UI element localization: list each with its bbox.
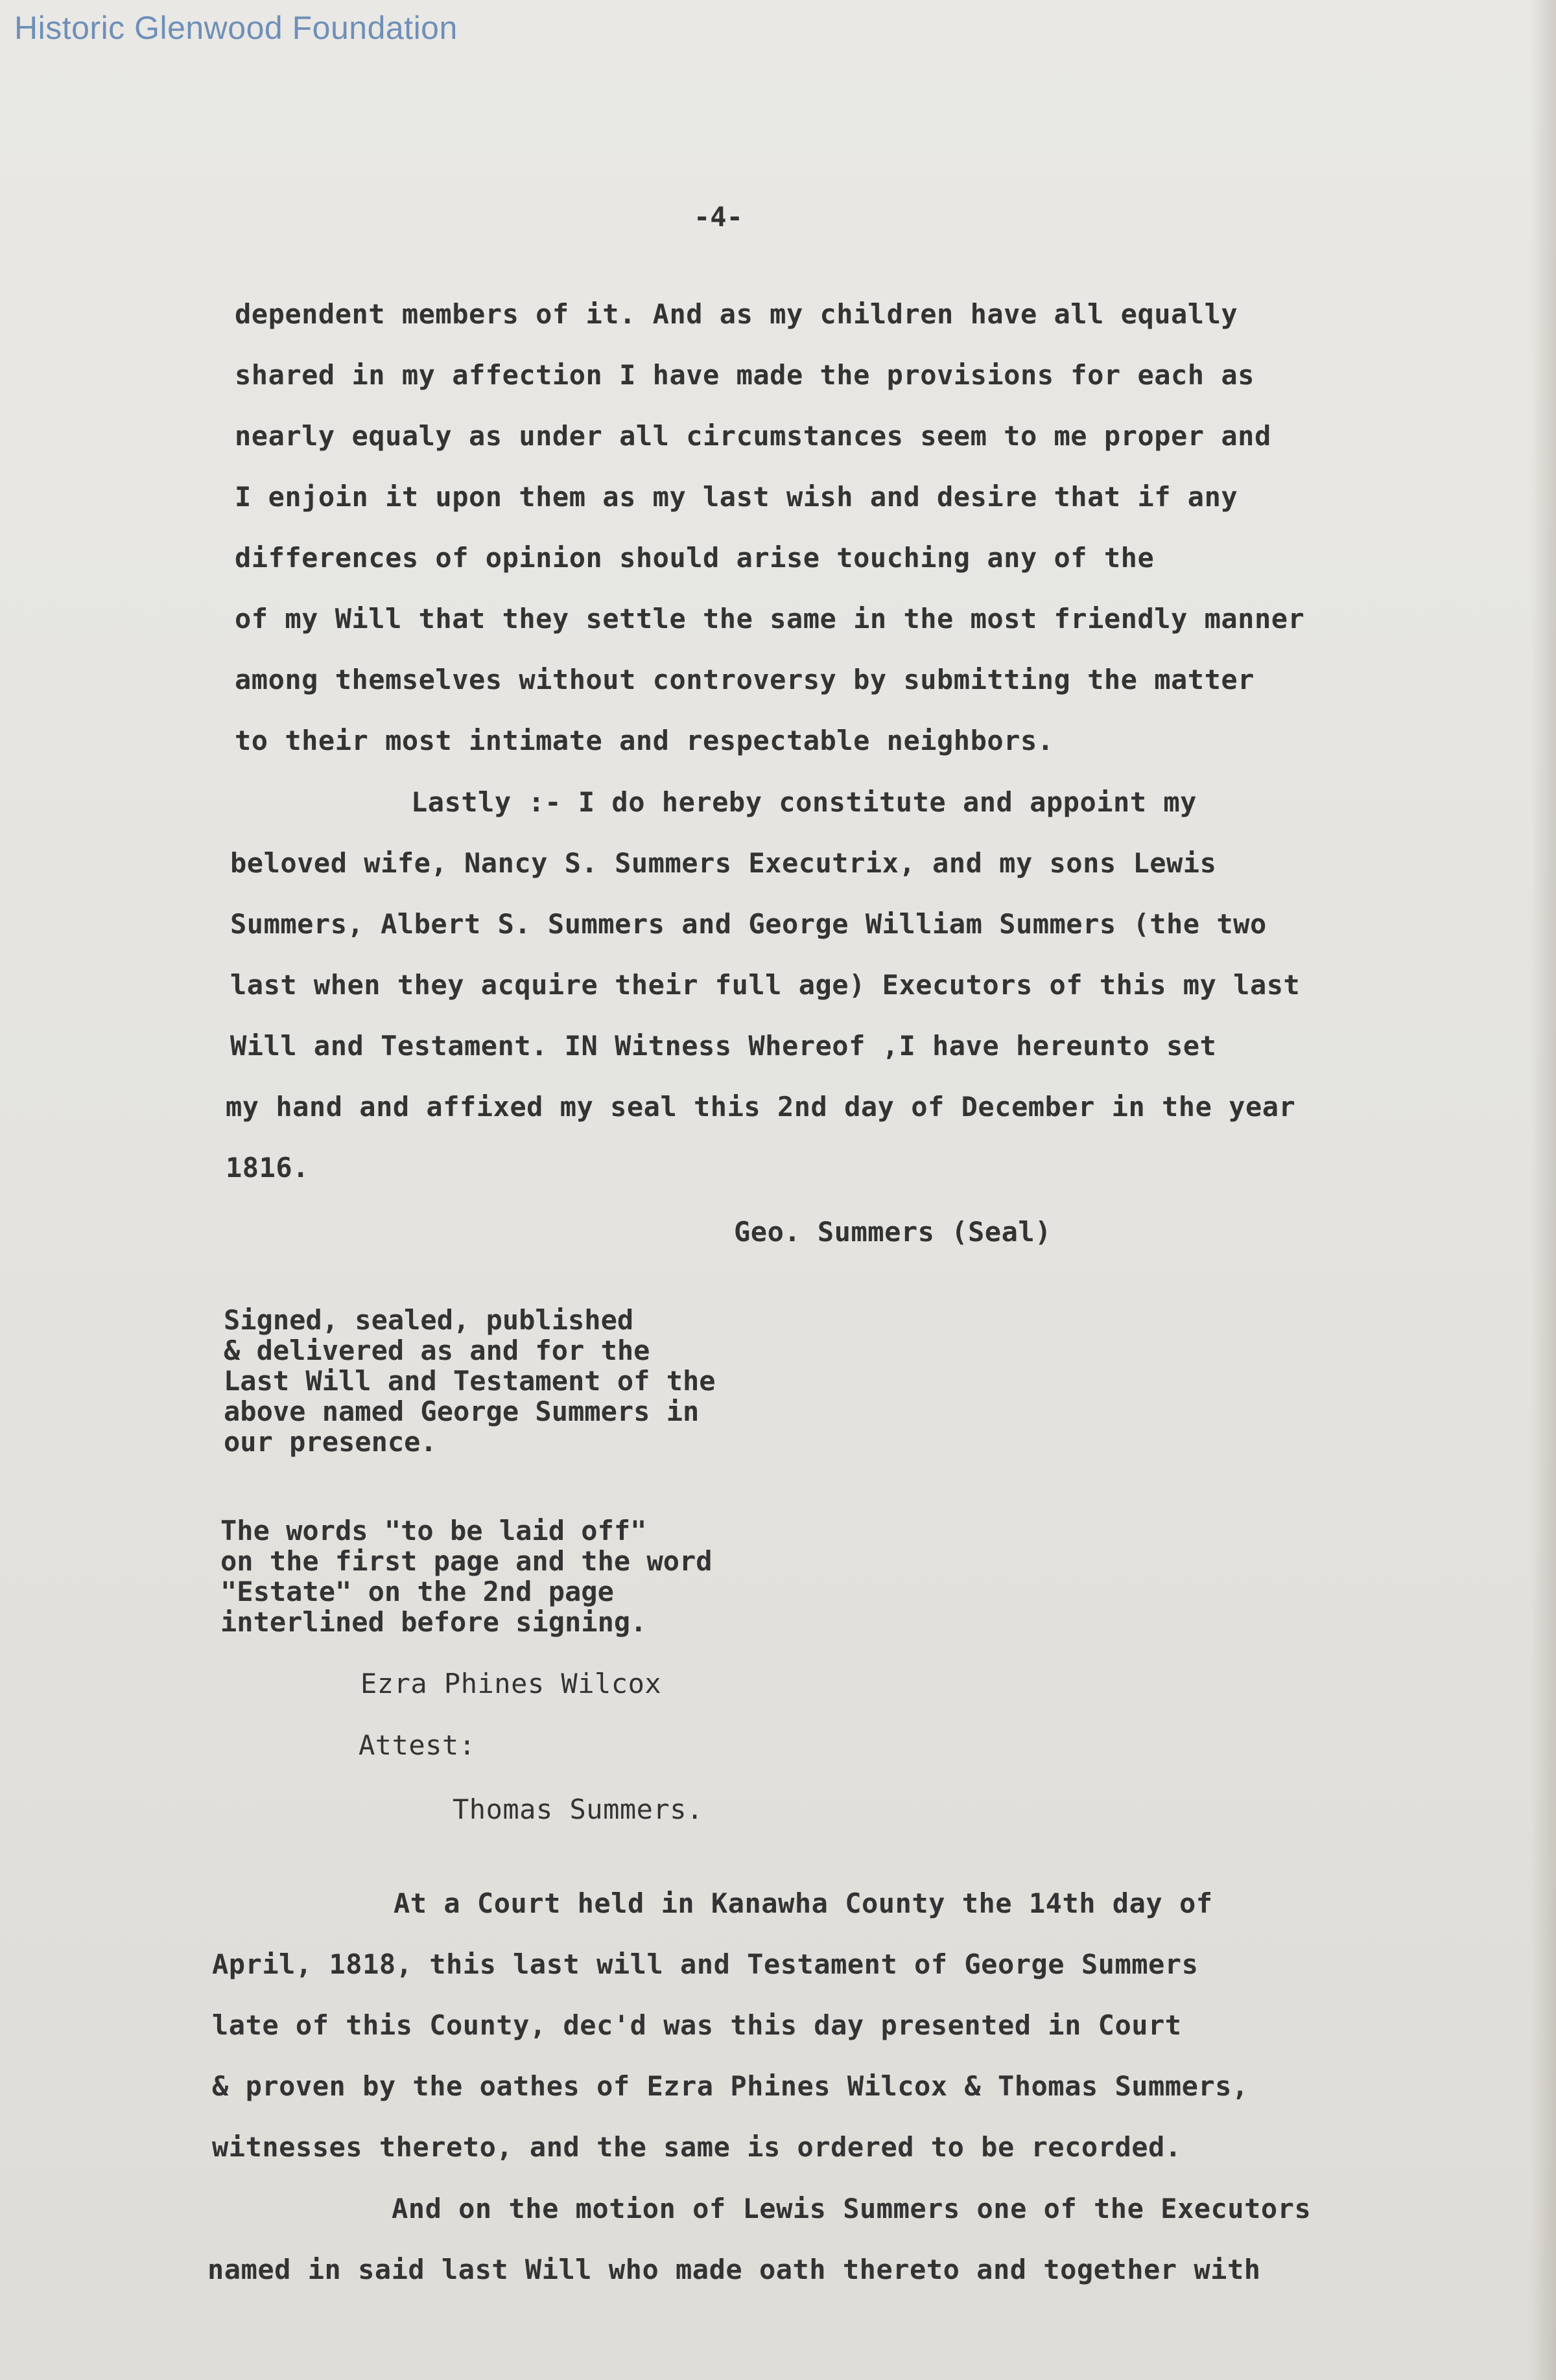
paragraph-2-line: 1816. — [226, 1152, 309, 1184]
paragraph-1-line: to their most intimate and respectable neighbors. — [235, 725, 1054, 756]
paragraph-2-line: my hand and affixed my seal this 2nd day of December in the year — [226, 1091, 1296, 1123]
paragraph-1-line: dependent members of it. And as my children have all equally — [235, 298, 1238, 330]
note-line: interlined before signing. — [220, 1606, 647, 1638]
testator-signature: Geo. Summers (Seal) — [734, 1216, 1052, 1248]
witness-name: Thomas Summers. — [453, 1793, 703, 1825]
attestation-clause — [224, 1305, 716, 1457]
paragraph-2-line: Will and Testament. IN Witness Whereof ,I have hereunto set — [230, 1030, 1217, 1062]
paragraph-2-line: last when they acquire their full age) Executors of this my last — [230, 969, 1301, 1001]
paragraph-3-line: At a Court held in Kanawha County the 14th day of — [394, 1887, 1213, 1919]
paragraph-3-line: April, 1818, this last will and Testament of George Summers — [212, 1948, 1199, 1980]
paragraph-3-line: & proven by the oathes of Ezra Phines Wilcox & Thomas Summers, — [212, 2070, 1249, 2102]
attestation-line: Last Will and Testament of the — [224, 1365, 716, 1397]
note-line: The words "to be laid off" — [220, 1515, 647, 1546]
attestation-line: Signed, sealed, published — [224, 1304, 634, 1336]
interlineation-note — [220, 1515, 713, 1637]
paragraph-2-line: Lastly :- I do hereby constitute and appoint my — [411, 786, 1197, 818]
attest-label: Attest: — [359, 1729, 476, 1761]
paragraph-4-line: And on the motion of Lewis Summers one of the Executors — [392, 2193, 1312, 2224]
paragraph-1-line: of my Will that they settle the same in the most friendly manner — [235, 603, 1305, 635]
paragraph-4-line: named in said last Will who made oath thereto and together with — [207, 2254, 1261, 2285]
paragraph-2-line: Summers, Albert S. Summers and George William Summers (the two — [230, 908, 1267, 940]
paragraph-1-line: nearly equaly as under all circumstances seem to me proper and — [235, 420, 1271, 452]
paragraph-3-line: late of this County, dec'd was this day presented in Court — [212, 2009, 1182, 2041]
attestation-line: above named George Summers in — [224, 1395, 700, 1427]
witness-name: Ezra Phines Wilcox — [360, 1668, 662, 1699]
paragraph-3-line: witnesses thereto, and the same is ordered to be recorded. — [212, 2131, 1182, 2163]
attestation-line: our presence. — [224, 1426, 437, 1458]
paragraph-1-line: differences of opinion should arise touching any of the — [235, 542, 1155, 574]
attestation-line: & delivered as and for the — [224, 1335, 650, 1366]
paragraph-1-line: I enjoin it upon them as my last wish and desire that if any — [235, 481, 1238, 513]
note-line: "Estate" on the 2nd page — [220, 1576, 614, 1607]
note-line: on the first page and the word — [220, 1545, 713, 1577]
paragraph-1-line: among themselves without controversy by submitting the matter — [235, 664, 1255, 695]
foundation-watermark: Historic Glenwood Foundation — [14, 10, 458, 46]
paragraph-2-line: beloved wife, Nancy S. Summers Executrix, and my sons Lewis — [230, 847, 1217, 879]
paragraph-1-line: shared in my affection I have made the provisions for each as — [235, 359, 1255, 391]
page-number: -4- — [694, 201, 743, 233]
